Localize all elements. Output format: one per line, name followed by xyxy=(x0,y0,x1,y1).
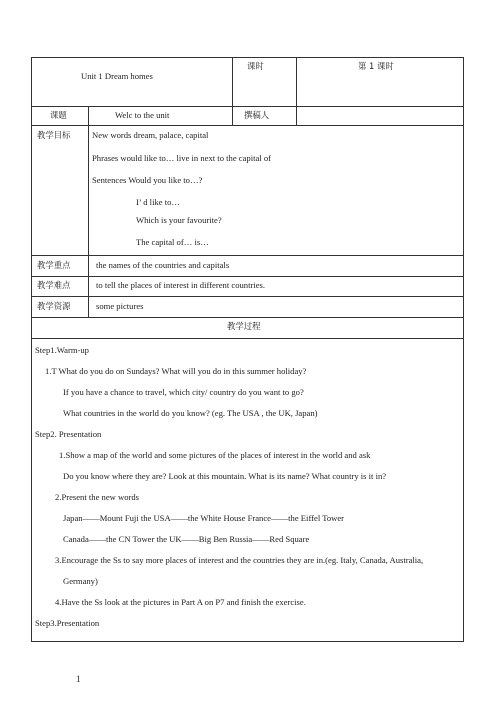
process-line: If you have a chance to travel, which city/ country do you want to go? xyxy=(63,387,304,397)
topic-label: 课题 xyxy=(50,110,67,120)
difficulties-label: 教学难点 xyxy=(37,280,71,290)
row-divider xyxy=(31,338,464,339)
page-number: 1 xyxy=(76,674,81,684)
row-divider xyxy=(31,125,464,126)
process-line: Step3.Presentation xyxy=(35,618,100,628)
objective-line: Which is your favourite? xyxy=(136,215,222,225)
process-line: 3.Encourage the Ss to say more places of interest and the countries they are in.(eg. Italy, Canada, Australia, xyxy=(55,555,424,565)
period-label: 课时 xyxy=(247,61,264,71)
process-line: What countries in the world do you know? (eg. The USA , the UK, Japan) xyxy=(63,408,318,418)
key-points-value: the names of the countries and capitals xyxy=(96,260,230,270)
objective-line: The capital of… is… xyxy=(136,237,209,247)
process-line: Germany) xyxy=(63,576,98,586)
process-line: 4.Have the Ss look at the pictures in Part A on P7 and finish the exercise. xyxy=(55,597,306,607)
row-divider xyxy=(31,317,464,318)
objective-line: Phrases would like to… live in next to the capital of xyxy=(92,153,272,163)
process-line: 1.Show a map of the world and some pictures of the places of interest in the world and ask xyxy=(59,450,371,460)
process-line: 1.T What do you do on Sundays? What will you do in this summer holiday? xyxy=(45,366,307,376)
objectives-label: 教学目标 xyxy=(37,130,71,140)
difficulties-value: to tell the places of interest in different countries. xyxy=(96,280,266,290)
objective-line: I’ d like to… xyxy=(136,197,180,207)
process-line: Canada——the CN Tower the UK——Big Ben Russia——Red Square xyxy=(63,534,310,544)
column-divider xyxy=(88,106,89,317)
key-points-label: 教学重点 xyxy=(37,260,71,270)
process-line: 2.Present the new words xyxy=(55,492,140,502)
row-divider xyxy=(31,255,464,256)
objective-line: New words dream, palace, capital xyxy=(92,130,209,140)
resources-value: some pictures xyxy=(96,301,144,311)
row-divider xyxy=(31,106,464,107)
column-divider xyxy=(296,57,297,125)
process-line: Do you know where they are? Look at this mountain. What is its name? What country is it in? xyxy=(63,471,387,481)
resources-label: 教学资源 xyxy=(37,301,71,311)
row-divider xyxy=(31,296,464,297)
period-value: 第 1 课时 xyxy=(358,61,394,71)
process-line: Step2. Presentation xyxy=(35,429,102,439)
process-line: Japan——Mount Fuji the USA——the White House France——the Eiffel Tower xyxy=(63,513,345,523)
unit-title: Unit 1 Dream homes xyxy=(81,71,153,81)
topic-value: Welc to the unit xyxy=(115,110,170,120)
objective-line: Sentences Would you like to…? xyxy=(92,175,203,185)
process-label: 教学过程 xyxy=(227,321,261,331)
author-label: 撰稿人 xyxy=(244,110,270,120)
column-divider xyxy=(232,57,233,125)
process-line: Step1.Warm-up xyxy=(35,345,89,355)
row-divider xyxy=(31,276,464,277)
